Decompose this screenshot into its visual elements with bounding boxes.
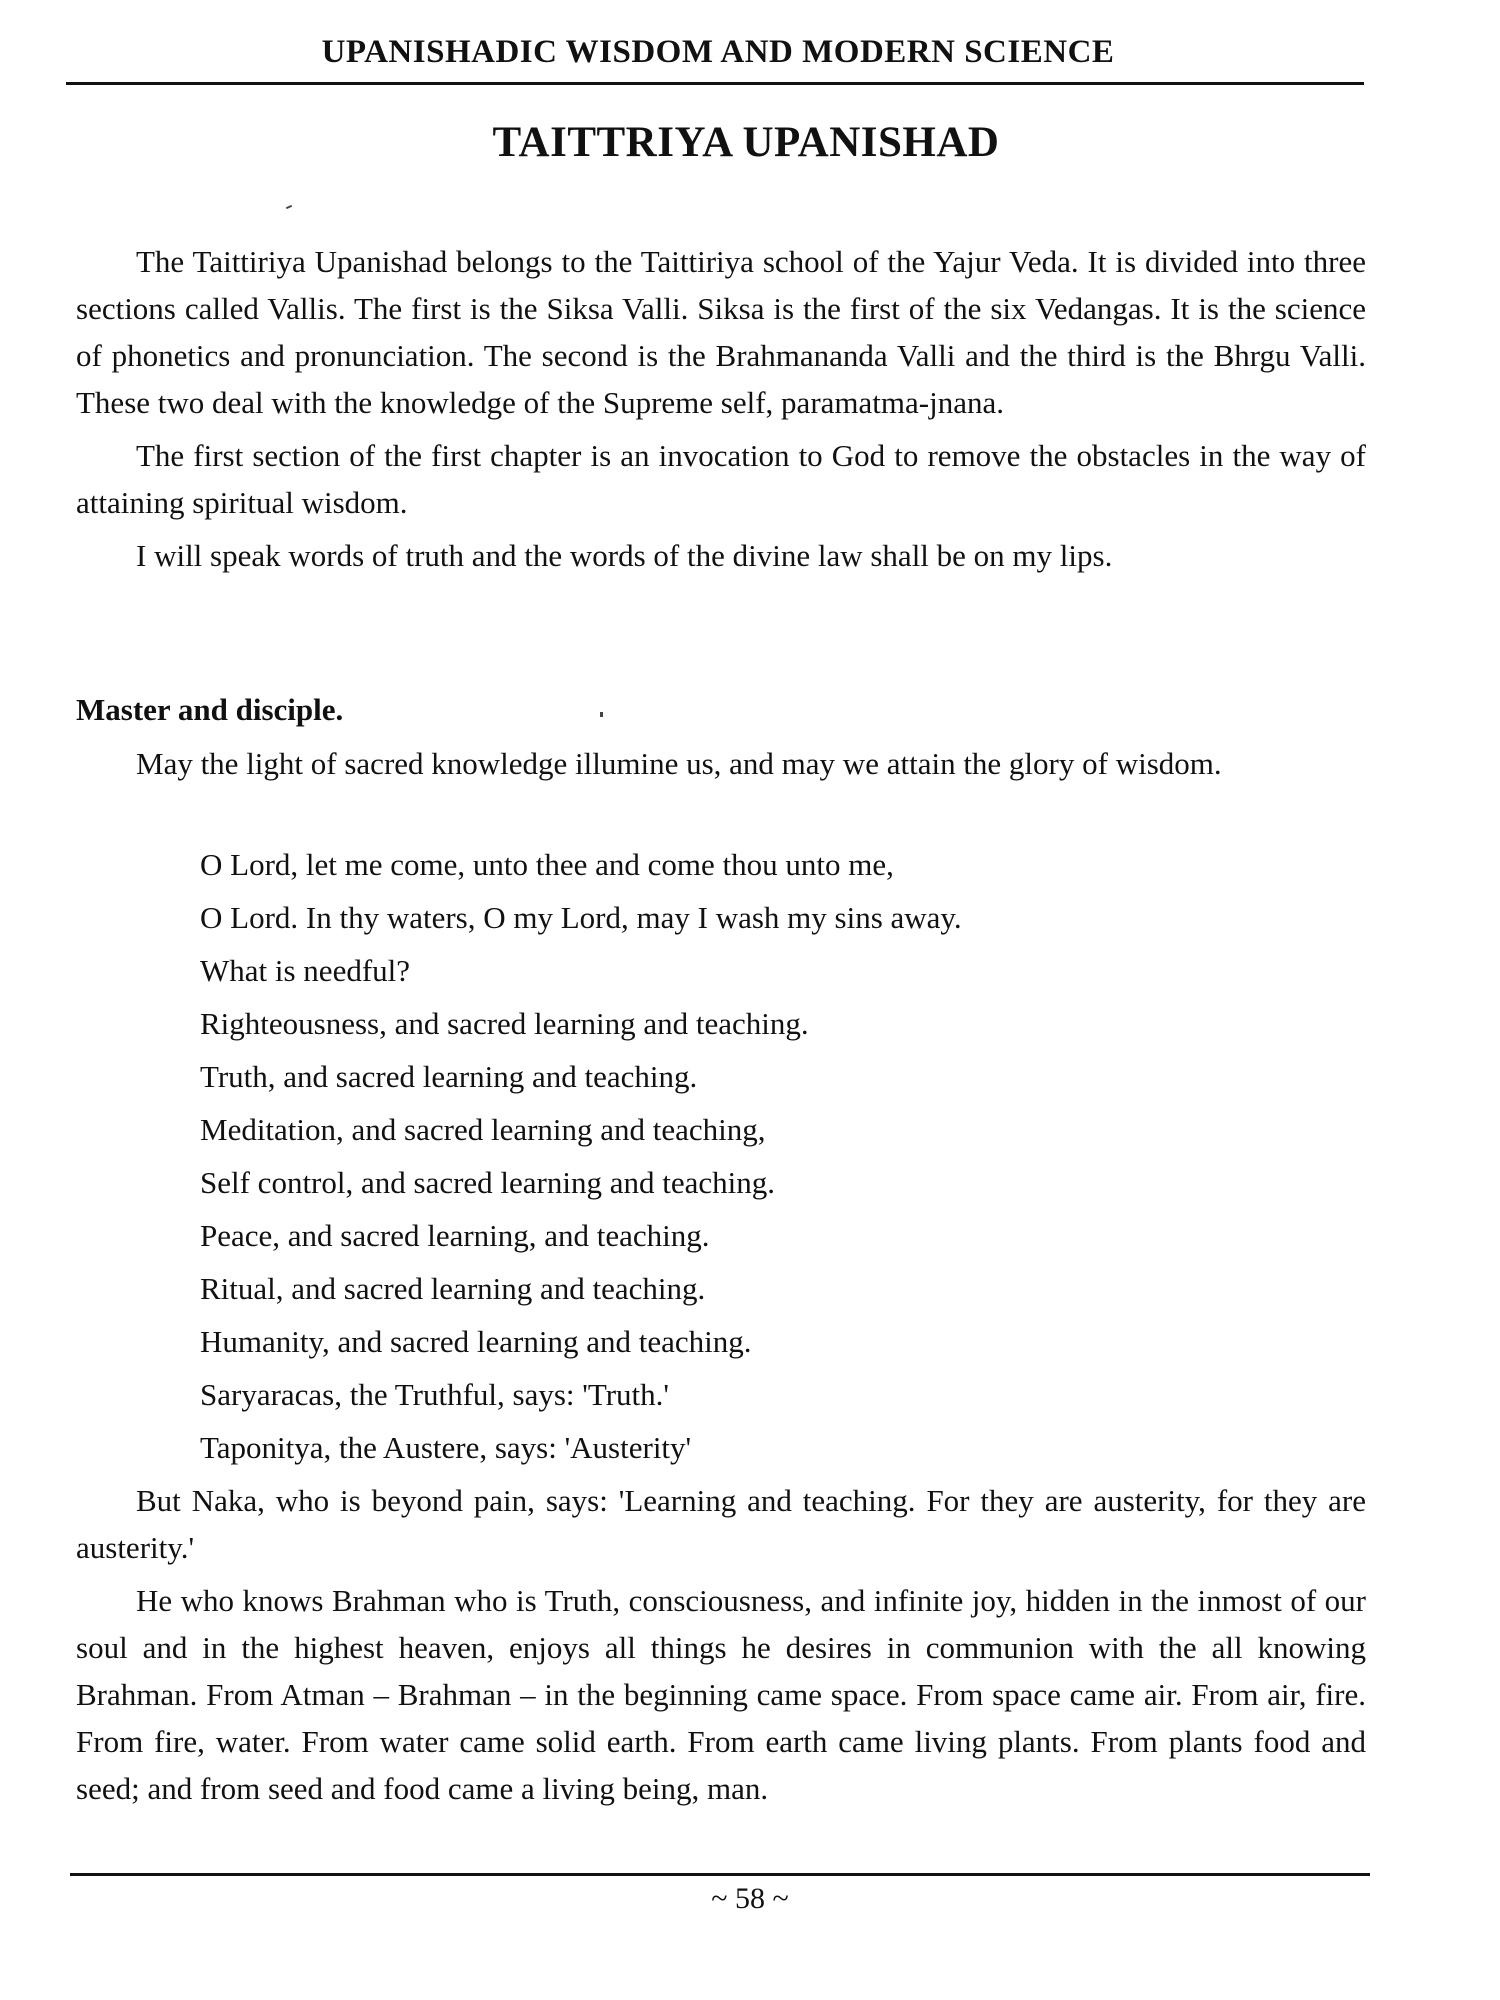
verse-line: Righteousness, and sacred learning and teaching.: [200, 1006, 809, 1041]
verse-block: [200, 838, 1300, 1474]
verse-line: Meditation, and sacred learning and teaching,: [200, 1112, 766, 1147]
verse-line: Taponitya, the Austere, says: 'Austerity': [200, 1430, 692, 1465]
scan-speck: [600, 712, 603, 717]
intro-paragraph-3: I will speak words of truth and the words of the divine law shall be on my lips.: [136, 538, 1113, 573]
verse-line: Ritual, and sacred learning and teaching.: [200, 1271, 706, 1306]
header-rule: [66, 82, 1364, 85]
verse-line: Self control, and sacred learning and teaching.: [200, 1165, 775, 1200]
verse-line: What is needful?: [200, 953, 411, 988]
scan-speck: [286, 205, 292, 209]
footer-rule: [70, 1873, 1370, 1876]
intro-paragraph-1: The Taittiriya Upanishad belongs to the Taittiriya school of the Yajur Veda. It is divided into three sections called Vallis. The first is the Siksa Valli. Siksa is the first of the six Vedangas. It is the science of phonetics and pronunciation. The second is the Brahmananda Valli and the third is the Bhrgu Valli. These two deal with the knowledge of the Supreme self, paramatma-jnana.: [76, 244, 1366, 420]
verse-line: O Lord. In thy waters, O my Lord, may I wash my sins away.: [200, 900, 962, 935]
closing-text: [76, 1477, 1366, 1818]
chapter-title: TAITTRIYA UPANISHAD: [492, 119, 1000, 166]
verse-line: Peace, and sacred learning, and teaching.: [200, 1218, 710, 1253]
verse-line: Truth, and sacred learning and teaching.: [200, 1059, 698, 1094]
section-paragraph-3: He who knows Brahman who is Truth, consciousness, and infinite joy, hidden in the inmost of our soul and in the highest heaven, enjoys all things he desires in communion with the all knowing Brahman. From Atman – Brahman – in the beginning came space. From space came air. From air, fire. From fire, water. From water came solid earth. From earth came living plants. From plants food and seed; and from seed and food came a living being, man.: [76, 1583, 1366, 1806]
intro-paragraph-2: The first section of the first chapter is an invocation to God to remove the obstacles in the way of attaining spiritual wisdom.: [76, 438, 1366, 520]
page-number: ~ 58 ~: [711, 1882, 789, 1915]
intro-text: [76, 238, 1366, 585]
section-paragraph-2: But Naka, who is beyond pain, says: 'Learning and teaching. For they are austerity, for they are austerity.': [76, 1483, 1366, 1565]
section-intro-text: [76, 740, 1366, 793]
running-header: UPANISHADIC WISDOM AND MODERN SCIENCE: [321, 34, 1115, 70]
section-paragraph-1: May the light of sacred knowledge illumine us, and may we attain the glory of wisdom.: [136, 746, 1222, 781]
verse-line: Saryaracas, the Truthful, says: 'Truth.': [200, 1377, 669, 1412]
verse-line: O Lord, let me come, unto thee and come thou unto me,: [200, 847, 894, 882]
verse-line: Humanity, and sacred learning and teaching.: [200, 1324, 752, 1359]
section-heading: Master and disciple.: [76, 692, 344, 727]
